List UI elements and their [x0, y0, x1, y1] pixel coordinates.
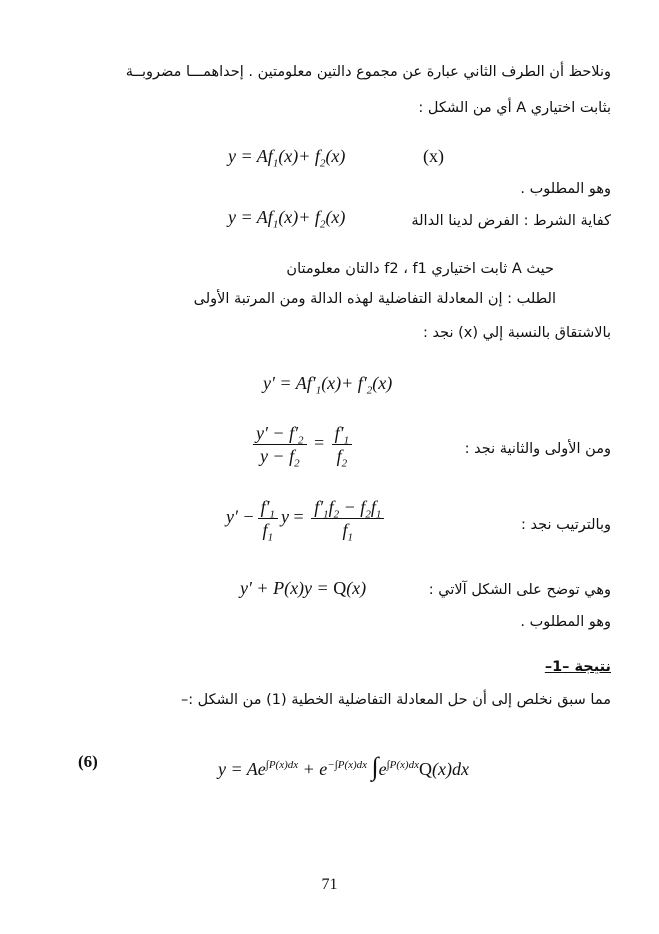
sufficiency-label: كفاية الشرط : الفرض لدينا الدالة — [411, 213, 611, 229]
equation-derivative: $y' = Af'_1(x)+ f'_2(x)$ — [263, 373, 393, 397]
derivative-intro: بالاشتقاق بالنسبة إلي (x) نجد : — [423, 325, 611, 341]
requirement-line: الطلب : إن المعادلة التفاضلية لهذه الدالة ومن المرتبة الأولى — [193, 291, 556, 307]
equation-assumed-function: $y = Af_1(x)+ f_2(x)$ — [228, 207, 346, 231]
equation-rearranged: y′ − $\frac{f'_1}{f_1}$ y = $\frac{f'_1f_2 - f_2f_1}{f_1}$ — [226, 496, 387, 541]
linear-form-intro: وهي توضح على الشكل آلاتي : — [428, 582, 611, 598]
paragraph-line-1: ونلاحظ أن الطرف الثاني عبارة عن مجموع دالتين معلومتين . إحداهمـــا مضروبــة — [125, 64, 611, 80]
equation-general-solution: $y = Af_1(x)+ f_2(x)$ — [228, 146, 346, 170]
equation-solution-formula: $y = Ae^{\int P(x)dx} + e^{-\int P(x)dx}$ $\int e^{\int P(x)dx}Q(x)dx$ — [218, 752, 469, 781]
required-note-2: وهو المطلوب . — [520, 614, 611, 630]
equation-ratio: $\frac{y' - f'_2}{y - f_2}$ = $\frac{f'_1}{f_2}$ — [250, 422, 355, 467]
constants-line: حيث A ثابت اختياري f2 ، f1 دالتان معلومتان — [286, 261, 554, 277]
equation-number-6: (6) — [78, 752, 98, 771]
ratio-intro: ومن الأولى والثانية نجد : — [464, 441, 611, 457]
equation-tag-x: (x) — [423, 146, 444, 166]
rearranged-intro: وبالترتيب نجد : — [520, 517, 611, 533]
result-heading: نتيجة –1– — [544, 659, 611, 675]
page-number: 71 — [321, 876, 338, 893]
result-intro: مما سبق نخلص إلى أن حل المعادلة التفاضلية الخطية (1) من الشكل :– — [180, 692, 611, 708]
paragraph-line-2: بثابت اختياري A أي من الشكل : — [418, 100, 611, 116]
required-note-1: وهو المطلوب . — [520, 181, 611, 197]
equation-linear-form: y′ + P(x)y = Q(x) — [240, 578, 367, 598]
